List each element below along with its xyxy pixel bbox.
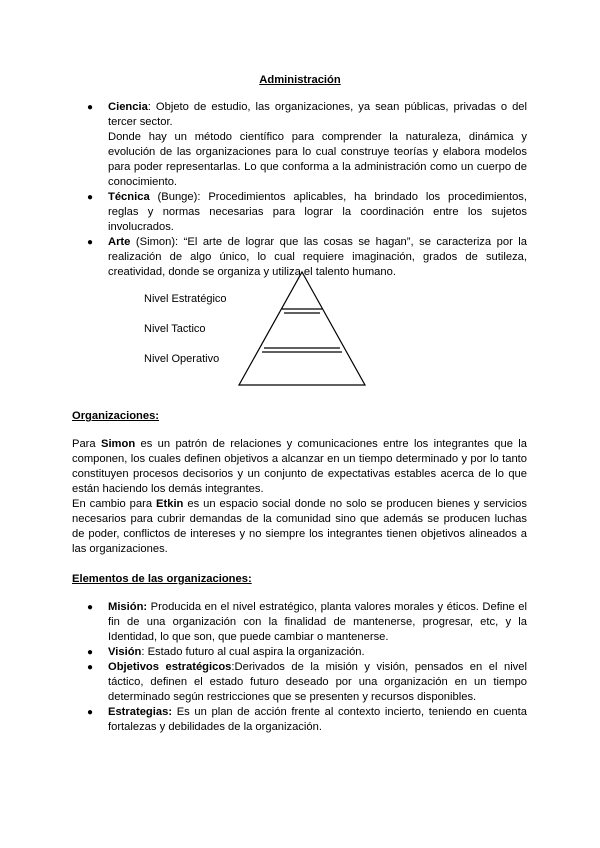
list-item-ciencia	[87, 100, 527, 190]
bullet-icon: ●	[87, 237, 94, 248]
p1-post: es un patrón de relaciones y comunicaciones entre los integrantes que la componen, los cuales definen objetivos a alcanzar en un tiempo determinado y por lo tanto constituyen procesos decisorios y un conjunto de expectativas estables acerca de lo que están haciendo los demás integrantes.	[72, 438, 527, 495]
term-vision: Visión	[108, 646, 142, 658]
term-ciencia: Ciencia	[108, 101, 148, 113]
bullet-icon: ●	[87, 707, 94, 718]
term-mision: Misión:	[108, 601, 148, 613]
pyramid-label-estrategico: Nivel Estratégico	[144, 293, 227, 305]
term-estrategias: Estrategias:	[108, 706, 173, 718]
p2-pre: En cambio para	[72, 498, 157, 510]
bullet-icon: ●	[87, 192, 94, 203]
text-vision: : Estado futuro al cual aspira la organización.	[141, 646, 365, 658]
pyramid-outline	[239, 272, 365, 385]
p1-pre: Para	[72, 438, 101, 450]
text-mision: Producida en el nivel estratégico, planta valores morales y éticos. Define el fin de una organización con la finalidad de mantenerse, progresar, etc, y la Identidad, lo que son, que puede cambiar o mantenerse.	[108, 601, 527, 643]
text-arte: (Simon): “El arte de lograr que las cosas se hagan”, se caracteriza por la realización de algo único, lo cual requiere imaginación, grados de sutileza, creatividad, donde se organiza y utiliza el talento humano.	[108, 236, 527, 278]
term-arte: Arte	[108, 236, 131, 248]
heading-organizaciones: Organizaciones:	[72, 410, 160, 422]
list-item-tecnica	[87, 190, 527, 235]
term-tecnica: Técnica	[108, 191, 150, 203]
pyramid-label-tactico: Nivel Tactico	[144, 323, 206, 335]
bullet-icon: ●	[87, 602, 94, 613]
heading-elementos: Elementos de las organizaciones:	[72, 573, 252, 585]
p2-post: es un espacio social donde no solo se producen bienes y servicios necesarios para cubrir demandas de la comunidad sino que además se producen luchas de poder, conflictos de intereses y no siempre los integrantes tienen objetivos alineados a las organizaciones.	[72, 498, 527, 555]
pyramid-label-operativo: Nivel Operativo	[144, 353, 220, 365]
bullet-icon: ●	[87, 662, 94, 673]
pyramid-icon	[140, 268, 460, 393]
elementos-list	[87, 600, 527, 735]
bullet-icon: ●	[87, 647, 94, 658]
text-objetivos: :Derivados de la misión y visión, pensados en el nivel táctico, definen el estado futuro deseado por una organización en un tiempo determinado según restricciones que se presenten y recursos disponibles.	[108, 661, 527, 703]
text-ciencia-continuation: Donde hay un método científico para comprender la naturaleza, dinámica y evolución de las organizaciones para lo cual construye teorías y elabora modelos para poder representarlas. Lo que conforma a la administración como un cuerpo de conocimiento.	[108, 131, 527, 188]
list-item-objetivos	[87, 660, 527, 705]
name-etkin: Etkin	[156, 498, 184, 510]
organizaciones-body	[72, 437, 527, 557]
page-title: Administración	[259, 74, 341, 86]
administracion-list	[87, 100, 527, 280]
list-item-estrategias	[87, 705, 527, 735]
paragraph-etkin	[72, 497, 527, 557]
list-item-mision	[87, 600, 527, 645]
term-objetivos: Objetivos estratégicos	[108, 661, 232, 673]
paragraph-simon	[72, 437, 527, 497]
text-estrategias: Es un plan de acción frente al contexto incierto, teniendo en cuenta fortalezas y debilidades de la organización.	[108, 706, 527, 733]
bullet-icon: ●	[87, 102, 94, 113]
text-tecnica: (Bunge): Procedimientos aplicables, ha brindado los procedimientos, reglas y normas necesarias para lograr la coordinación entre los sujetos involucrados.	[108, 191, 527, 233]
levels-pyramid-figure	[140, 268, 460, 393]
text-ciencia: : Objeto de estudio, las organizaciones, ya sean públicas, privadas o del tercer sector.	[108, 101, 527, 128]
name-simon: Simon	[100, 438, 136, 450]
list-item-vision	[87, 645, 527, 660]
